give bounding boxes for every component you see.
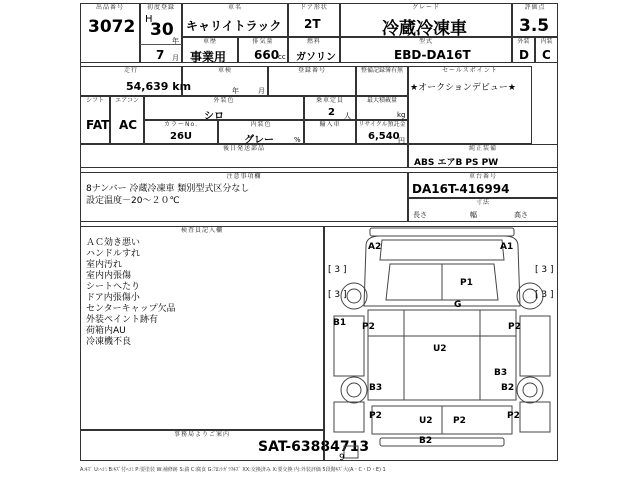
import-label: 輸入車 bbox=[319, 121, 341, 128]
inspector-line: シートへたり bbox=[86, 282, 141, 292]
mark-b2: B2 bbox=[419, 436, 433, 446]
model-label: 型式 bbox=[418, 38, 433, 45]
reg-year: 30 bbox=[150, 20, 174, 40]
mark-u2: U2 bbox=[433, 344, 447, 354]
chassis-label: 車台番号 bbox=[468, 173, 497, 180]
mark-g: G bbox=[454, 300, 462, 310]
height-label: 高さ bbox=[514, 211, 528, 219]
mark-p2: P2 bbox=[362, 322, 375, 332]
notes-line: 8ナンバー 冷蔵冷凍車 類別型式区分なし bbox=[86, 184, 250, 194]
mark-a2: A2 bbox=[368, 242, 382, 252]
aftermarket-label: 後日発送部品 bbox=[222, 145, 265, 152]
grade: 冷蔵冷凍車 bbox=[382, 19, 467, 39]
max-load-unit: kg bbox=[397, 111, 406, 119]
mark-p2: P2 bbox=[508, 322, 521, 332]
body-type-label: 車歴 bbox=[202, 38, 217, 45]
inspector-line: 室内内張傷 bbox=[86, 271, 132, 281]
displacement-unit: cc bbox=[278, 53, 286, 61]
mark-bracket-3: [ 3 ] bbox=[328, 265, 347, 275]
inspector-line: 冷凍機不良 bbox=[86, 337, 132, 347]
ext-color-label: 外装色 bbox=[213, 97, 235, 104]
car-name-label: 車名 bbox=[227, 4, 242, 11]
recycle-label: リサイクル預託金 bbox=[358, 121, 406, 128]
inspector-line: 室内汚れ bbox=[86, 260, 123, 270]
inspection-year-unit: 年 bbox=[232, 87, 239, 95]
office-code: SAT-63884713 bbox=[258, 439, 370, 455]
ac-label: エアコン bbox=[115, 97, 139, 104]
ext-color: シロ bbox=[204, 111, 224, 122]
first-reg-label: 初度登録 bbox=[146, 4, 175, 11]
dims-label: 寸法 bbox=[475, 199, 490, 206]
exterior-grade: D bbox=[519, 48, 529, 62]
color-no: 26U bbox=[170, 131, 193, 142]
length-label: 長さ bbox=[413, 211, 427, 219]
inspector-line: 荷箱内AU bbox=[86, 326, 126, 336]
notes-label: 注意事項欄 bbox=[226, 173, 262, 180]
score: 3.5 bbox=[519, 16, 550, 36]
inspector-line: ドア内張傷小 bbox=[86, 293, 140, 303]
mark-bracket-3: [ 3 ] bbox=[535, 265, 554, 275]
reg-year-unit: 年 bbox=[172, 37, 179, 45]
width-label: 幅 bbox=[470, 211, 477, 219]
ac: AC bbox=[119, 118, 138, 132]
mark-u2: U2 bbox=[419, 416, 433, 426]
equipment-label: 純正装備 bbox=[468, 145, 497, 152]
mark-bracket-3: [ 3 ] bbox=[535, 290, 554, 300]
score-label: 評価点 bbox=[524, 4, 546, 11]
doors-label: ドア形状 bbox=[300, 4, 328, 11]
interior-grade: C bbox=[542, 48, 551, 62]
shift: FAT bbox=[86, 118, 110, 132]
max-load-label: 最大積載量 bbox=[366, 97, 397, 104]
reg-no-label: 登録番号 bbox=[297, 67, 326, 74]
equipment: ABS エアB PS PW bbox=[414, 158, 499, 168]
recycle: 6,540 bbox=[368, 131, 400, 142]
mark-p2: P2 bbox=[453, 416, 466, 426]
mark-b2: B2 bbox=[501, 383, 515, 393]
body-type: 事業用 bbox=[190, 50, 227, 64]
inspector-line: センターキャップ欠品 bbox=[86, 304, 176, 314]
lot-number-label: 出品番号 bbox=[95, 4, 124, 11]
mark-b3: B3 bbox=[494, 368, 508, 378]
doors: 2T bbox=[304, 17, 321, 31]
lot-number: 3072 bbox=[88, 17, 136, 37]
mark-p2: P2 bbox=[507, 411, 520, 421]
fuel: ガソリン bbox=[296, 52, 336, 63]
exterior-label: 外装 bbox=[517, 38, 530, 45]
chassis-number: DA16T-416994 bbox=[412, 182, 510, 196]
inspection-month-unit: 月 bbox=[258, 87, 265, 95]
color-no-label: カラーNo. bbox=[164, 121, 198, 128]
int-color: グレー bbox=[244, 135, 274, 146]
notes-line: 設定温度－20～２０℃ bbox=[86, 196, 180, 206]
inspector-line: ハンドルすれ bbox=[86, 249, 141, 259]
era-letter: H bbox=[145, 14, 153, 25]
int-color-label: 内装色 bbox=[250, 121, 272, 128]
reg-month: 7 bbox=[156, 48, 165, 62]
model: EBD-DA16T bbox=[394, 48, 471, 62]
sales-point-label: セールスポイント bbox=[442, 67, 498, 74]
mark-bracket-3: [ 3 ] bbox=[328, 290, 347, 300]
displacement: 660 bbox=[254, 48, 280, 62]
interior-label: 内装 bbox=[540, 38, 553, 45]
sales-point: ★オークションデビュー★ bbox=[410, 83, 516, 93]
mark-nine: 9 bbox=[339, 453, 345, 463]
mileage: 54,639 km bbox=[126, 80, 192, 93]
office-label: 事務局よりご案内 bbox=[173, 431, 230, 438]
mark-p2: P2 bbox=[369, 411, 382, 421]
reg-month-unit: 月 bbox=[172, 54, 179, 62]
displacement-label: 排気量 bbox=[252, 38, 274, 45]
mark-b1: B1 bbox=[333, 318, 347, 328]
car-name: キャリイトラック bbox=[186, 19, 282, 33]
sales-point-cell bbox=[408, 66, 532, 144]
capacity-unit: 人 bbox=[344, 112, 351, 120]
mark-a1: A1 bbox=[500, 242, 514, 252]
inspector-line: ＡＣ効き悪い bbox=[86, 238, 141, 248]
capacity-label: 乗車定員 bbox=[315, 97, 344, 104]
pct-unit: % bbox=[294, 136, 301, 144]
mark-p1: P1 bbox=[460, 278, 473, 288]
legend: A:ｷｽﾞ U:ﾍｺﾐ B:ｷｽﾞ付ﾍｺﾐ P:要塗装 W:補修跡 S:錆 C:腐食 G:ﾌﾛﾝﾄｶﾞﾗｽｷｽﾞ XX:交換済み X:要交換 内:外装評価 5段階ｷｽﾞ大(A・C・D・E) 1 bbox=[80, 467, 386, 473]
recycle-unit: 円 bbox=[398, 137, 405, 145]
inspector-line: 外装ペイント跡有 bbox=[86, 315, 159, 325]
shift-label: シフト bbox=[85, 97, 104, 104]
mileage-label: 走行 bbox=[123, 67, 138, 74]
mark-b3: B3 bbox=[369, 383, 383, 393]
fuel-label: 燃料 bbox=[306, 38, 321, 45]
inspection-label: 車検 bbox=[217, 67, 232, 74]
inspector-label: 検査員記入欄 bbox=[180, 227, 223, 234]
grade-label: グレード bbox=[411, 4, 440, 11]
capacity: 2 bbox=[328, 107, 335, 118]
maintenance-label: 整備記録簿有無 bbox=[360, 67, 403, 74]
